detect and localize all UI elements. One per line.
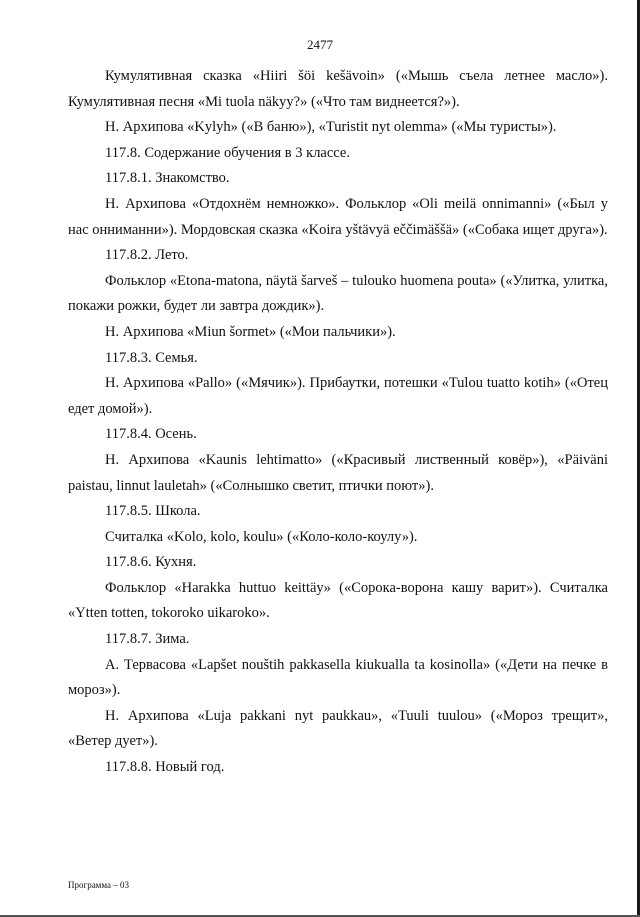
paragraph: Считалка «Kolo, kolo, koulu» («Коло-коло-коулу»). <box>105 528 418 545</box>
paragraph: Кумулятивная сказка «Hiiri šöi kešävoin» («Мышь съела летнее масло»). Кумулятивная песня «Mi tuola näkyy?» («Что там виднеется?»). <box>68 68 608 110</box>
paragraph: Фольклор «Harakka huttuo keittäy» («Сорока-ворона кашу варит»). Считалка «Ytten totten, tokoroko uikaroko». <box>68 579 608 622</box>
section-heading: 117.8.7. Зима. <box>105 631 190 648</box>
section-heading: 117.8. Содержание обучения в 3 классе. <box>105 144 350 161</box>
section-heading: 117.8.1. Знакомство. <box>105 170 230 187</box>
paragraph: Фольклор «Etona-matona, näytä šarveš – tulouko huomena pouta» («Улитка, улитка, покажи рожки, будет ли завтра дождик»). <box>68 272 608 315</box>
section-heading: 117.8.3. Семья. <box>105 349 198 366</box>
section-heading: 117.8.6. Кухня. <box>105 554 197 571</box>
page-footer: Программа – 03 <box>68 880 130 890</box>
section-heading: 117.8.4. Осень. <box>105 426 197 443</box>
document-body <box>68 64 608 781</box>
page-number: 2477 <box>307 37 333 52</box>
paragraph: Н. Архипова «Отдохнём немножко». Фольклор «Oli meilä onnimanni» («Был у нас онниманни»). Мордовская сказка «Koira yštävyä eččimäššä» («Собака ищет друга»). <box>68 195 608 238</box>
section-heading: 117.8.8. Новый год. <box>105 759 225 776</box>
paragraph: А. Тервасова «Lapšet nouštih pakkasella kiukualla ta kosinolla» («Дети на печке в мороз»). <box>68 656 608 699</box>
paragraph: Н. Архипова «Pallo» («Мячик»). Прибаутки, потешки «Tulou tuatto kotih» («Отец едет домой»). <box>68 375 608 417</box>
section-heading: 117.8.5. Школа. <box>105 503 201 520</box>
section-heading: 117.8.2. Лето. <box>105 247 189 264</box>
paragraph: Н. Архипова «Kaunis lehtimatto» («Красивый лиственный ковёр»), «Päiväni paistau, linnut lauletah» («Солнышко светит, птички поют»). <box>68 451 608 494</box>
paragraph: Н. Архипова «Miun šormet» («Мои пальчики»). <box>105 323 396 340</box>
paragraph: Н. Архипова «Kylyh» («В баню»), «Turistit nyt olemma» («Мы туристы»). <box>105 119 557 136</box>
paragraph: Н. Архипова «Luja pakkani nyt paukkau», «Tuuli tuulou» («Мороз трещит», «Ветер дует»). <box>68 707 608 750</box>
